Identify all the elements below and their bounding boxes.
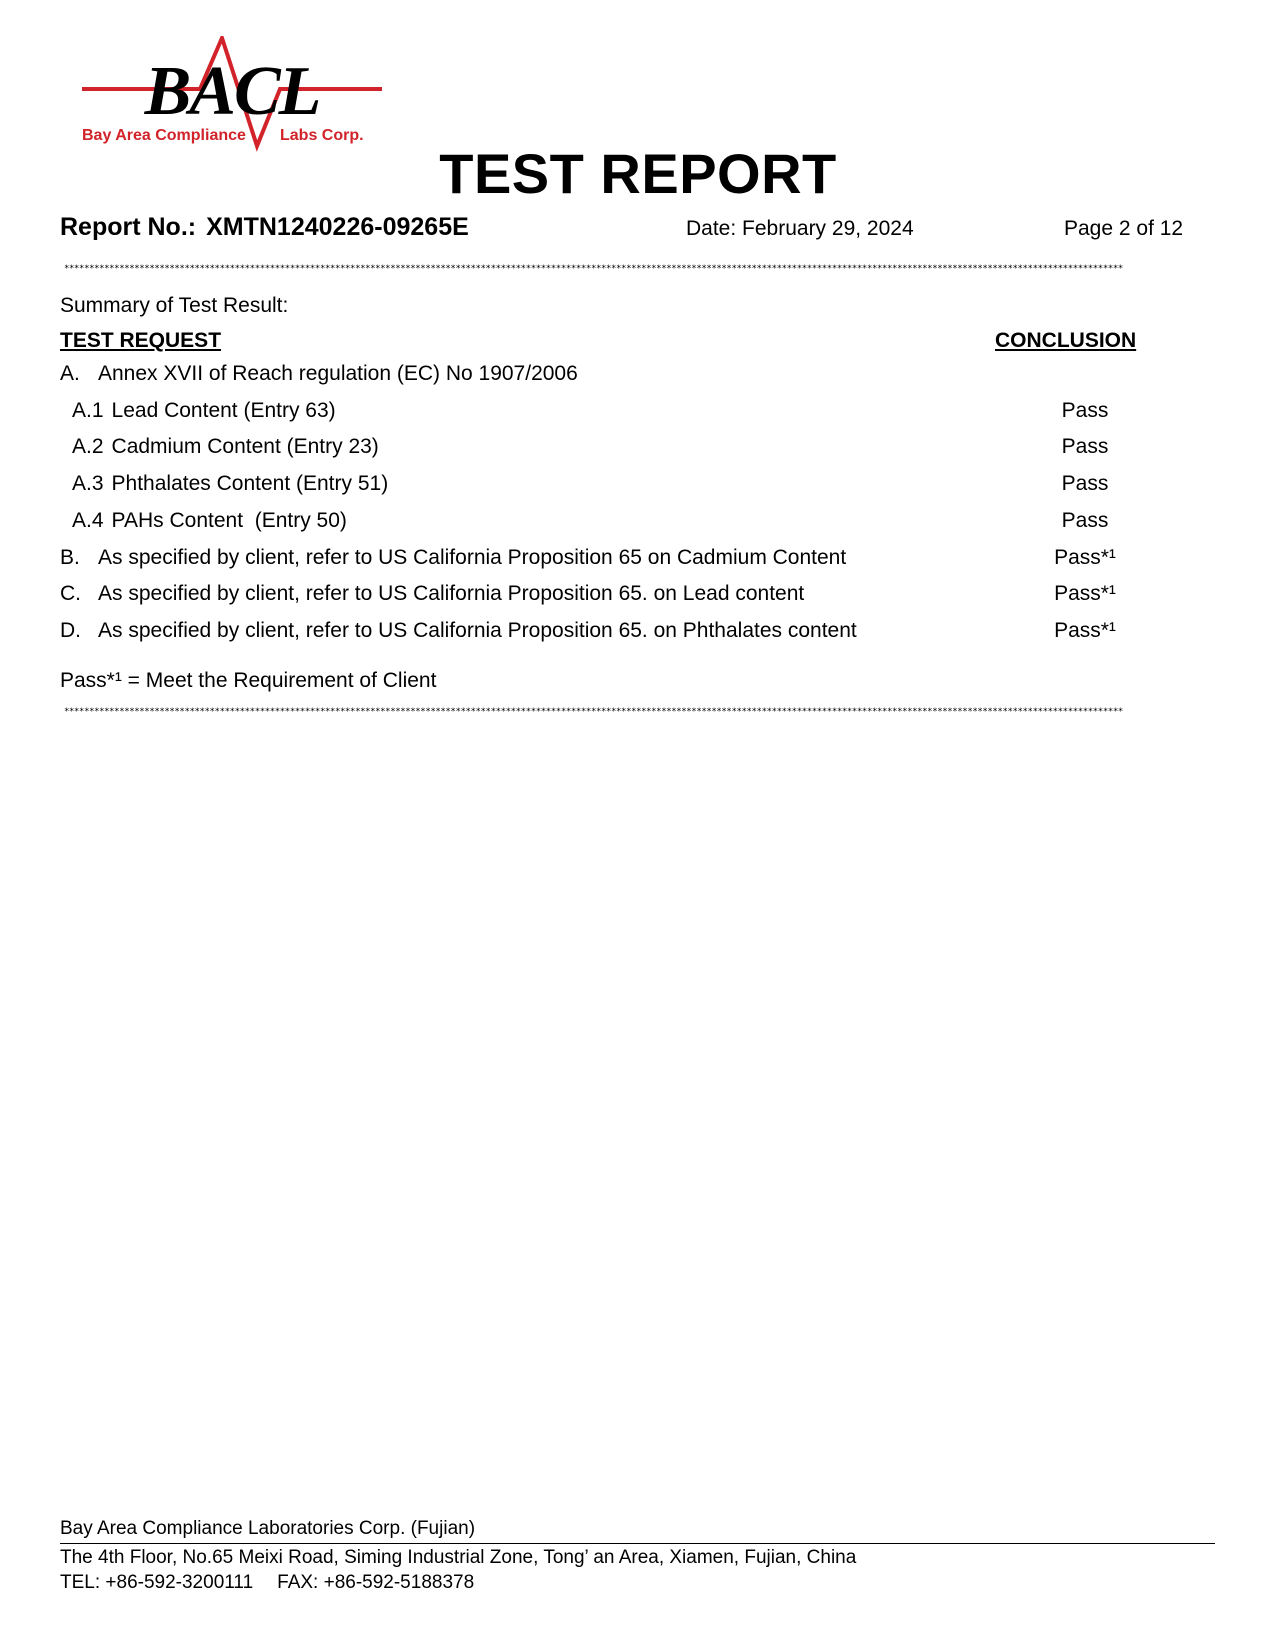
test-request-label xyxy=(72,471,388,497)
test-request-text: As specified by client, refer to US California Proposition 65 on Cadmium Content xyxy=(98,546,847,569)
footer-company: Bay Area Compliance Laboratories Corp. (Fujian) xyxy=(60,1518,476,1539)
test-request-label xyxy=(60,618,857,644)
test-request-label xyxy=(60,545,846,571)
table-row xyxy=(60,508,1220,538)
test-request-code: A.4 xyxy=(72,509,104,532)
separator-top: ******************************************************************************************************************************************************************************************************************* xyxy=(64,264,1123,274)
test-request-code: A. xyxy=(60,362,80,385)
bacl-logo xyxy=(82,36,382,158)
table-row xyxy=(60,471,1220,501)
logo-right-text: Labs Corp. xyxy=(280,127,364,144)
conclusion-value: Pass xyxy=(1061,509,1109,532)
separator-bottom: ******************************************************************************************************************************************************************************************************************* xyxy=(64,707,1123,717)
test-request-label xyxy=(60,581,804,607)
conclusion-value: Pass xyxy=(1061,399,1109,422)
table-row xyxy=(60,434,1220,464)
test-request-text: Lead Content (Entry 63) xyxy=(111,399,336,422)
test-request-text: Annex XVII of Reach regulation (EC) No 1907/2006 xyxy=(98,362,578,385)
test-request-text: As specified by client, refer to US California Proposition 65. on Lead content xyxy=(98,582,805,605)
table-row xyxy=(60,581,1220,611)
table-row xyxy=(60,545,1220,575)
footer-fax: FAX: +86-592-5188378 xyxy=(277,1572,475,1593)
test-request-label xyxy=(60,361,578,387)
report-date: Date: February 29, 2024 xyxy=(686,217,914,240)
report-number xyxy=(60,213,469,242)
test-request-code: B. xyxy=(60,546,80,569)
page-indicator: Page 2 of 12 xyxy=(1064,217,1184,240)
footer-address: The 4th Floor, No.65 Meixi Road, Siming Industrial Zone, Tong’ an Area, Xiamen, Fujian, China xyxy=(60,1547,857,1568)
report-number-label: Report No.: xyxy=(60,213,197,241)
conclusion-value: Pass xyxy=(1061,435,1109,458)
test-request-label xyxy=(72,434,379,460)
test-request-label xyxy=(72,398,336,424)
conclusion-value: Pass xyxy=(1061,472,1109,495)
conclusion-value: Pass*¹ xyxy=(1054,619,1116,642)
column-header-conclusion: CONCLUSION xyxy=(995,329,1137,352)
conclusion-value: Pass*¹ xyxy=(1054,582,1116,605)
test-request-code: A.1 xyxy=(72,399,104,422)
test-request-text: Cadmium Content (Entry 23) xyxy=(111,435,379,458)
table-row xyxy=(60,361,1220,391)
test-request-label xyxy=(72,508,347,534)
report-number-value: XMTN1240226-09265E xyxy=(206,213,469,241)
test-request-text: Phthalates Content (Entry 51) xyxy=(111,472,389,495)
footnote: Pass*¹ = Meet the Requirement of Client xyxy=(60,669,437,692)
table-row xyxy=(60,398,1220,428)
logo-left-text: Bay Area Compliance xyxy=(82,127,246,144)
footer-tel: TEL: +86-592-3200111 xyxy=(60,1572,254,1593)
test-request-code: A.3 xyxy=(72,472,104,495)
logo-wordmark: BACL xyxy=(144,53,320,130)
report-title: TEST REPORT xyxy=(439,142,837,205)
test-request-text: As specified by client, refer to US California Proposition 65. on Phthalates content xyxy=(98,619,857,642)
table-row xyxy=(60,618,1220,648)
column-header-test-request: TEST REQUEST xyxy=(60,329,222,352)
footer-contact xyxy=(60,1572,474,1594)
test-request-code: A.2 xyxy=(72,435,104,458)
footer-divider xyxy=(60,1543,1215,1544)
test-request-code: D. xyxy=(60,619,81,642)
conclusion-value: Pass*¹ xyxy=(1054,546,1116,569)
summary-title: Summary of Test Result: xyxy=(60,294,289,317)
test-request-code: C. xyxy=(60,582,81,605)
test-request-text: PAHs Content (Entry 50) xyxy=(111,509,347,532)
